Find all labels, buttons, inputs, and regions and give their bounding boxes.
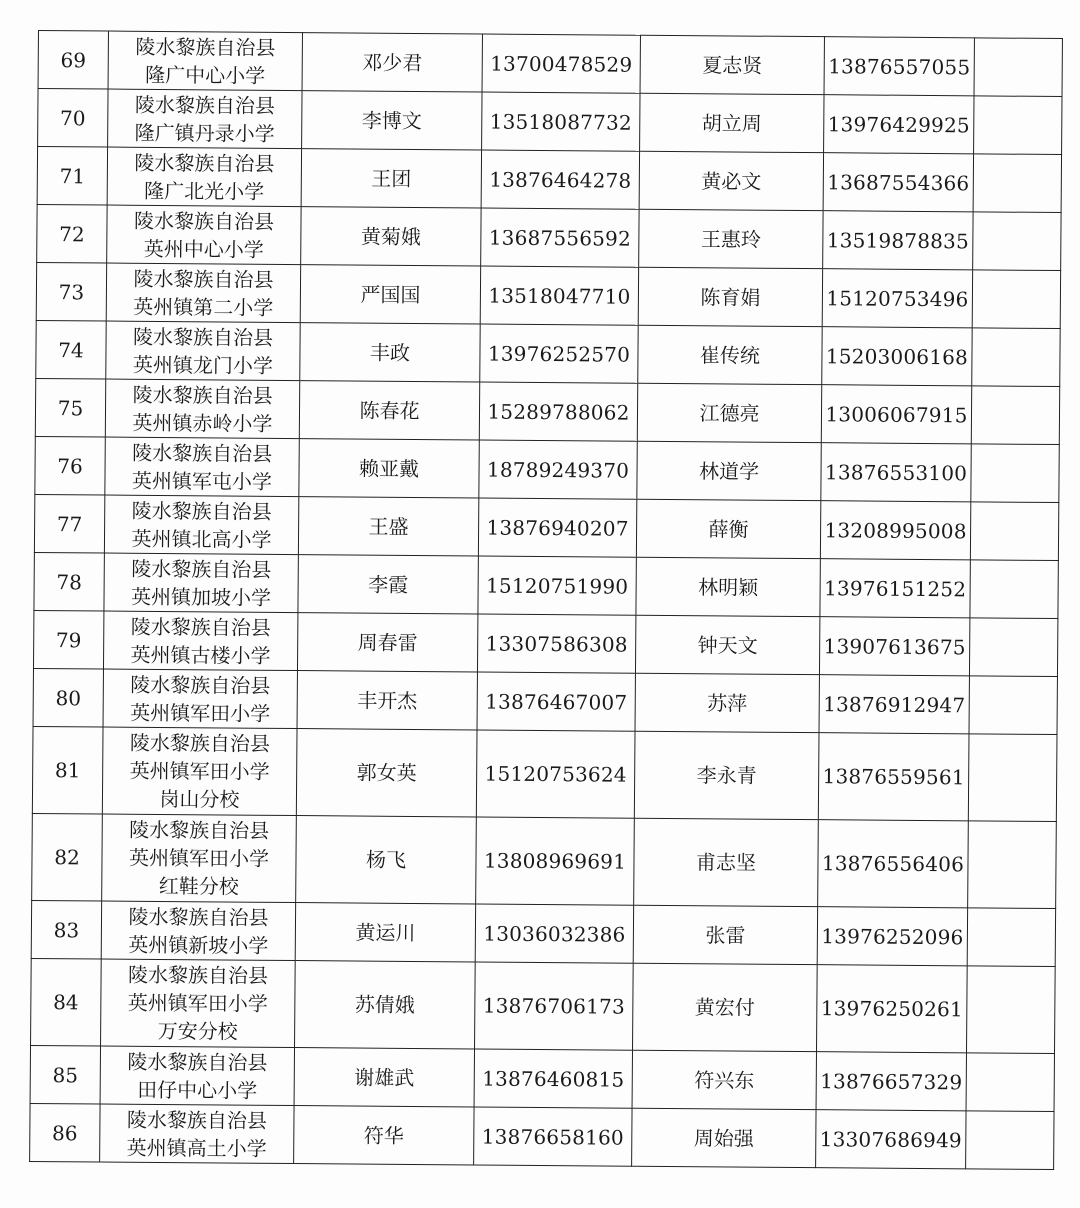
principal-phone-cell: 13876940207	[478, 498, 636, 557]
school-name-line: 英州镇古楼小学	[130, 642, 271, 668]
school-name-line: 陵水黎族自治县	[126, 1107, 268, 1133]
table-row	[33, 610, 1057, 676]
contact-phone-cell: 13976250261	[817, 965, 968, 1053]
school-name-cell	[105, 437, 299, 497]
contact-name-cell: 黄必文	[639, 151, 823, 210]
empty-cell	[971, 444, 1059, 503]
principal-name-cell: 黄菊娥	[301, 207, 481, 266]
school-name-line: 隆广镇丹录小学	[134, 120, 275, 146]
row-number-cell: 82	[32, 813, 103, 901]
row-number-cell: 83	[31, 900, 101, 959]
principal-name-cell: 邓少君	[302, 33, 482, 92]
empty-cell	[972, 270, 1060, 329]
contact-name-cell: 周始强	[632, 1108, 816, 1167]
school-name-line: 陵水黎族自治县	[133, 208, 275, 234]
row-number-cell: 73	[36, 262, 106, 321]
table-row	[34, 494, 1058, 560]
school-name-line: 陵水黎族自治县	[129, 730, 270, 756]
contact-phone-cell: 13876553100	[821, 443, 971, 502]
principal-phone-cell: 13876464278	[481, 150, 639, 209]
school-name-cell	[106, 321, 300, 381]
school-name-cell	[101, 901, 295, 961]
principal-phone-cell: 13876706173	[475, 962, 634, 1050]
contact-name-cell: 崔传统	[638, 325, 822, 384]
contact-name-cell: 江德亮	[637, 383, 821, 442]
empty-cell	[974, 38, 1062, 97]
school-name-line: 英州中心小学	[143, 236, 264, 262]
school-name-line: 英州镇新坡小学	[128, 932, 269, 958]
table-row	[35, 378, 1059, 444]
empty-cell	[973, 212, 1061, 271]
principal-name-cell: 李霞	[298, 555, 478, 614]
principal-name-cell: 丰开杰	[297, 671, 477, 730]
empty-cell	[971, 386, 1059, 445]
school-name-cell	[101, 959, 296, 1048]
school-name-line: 英州镇高土小学	[126, 1135, 267, 1161]
principal-name-cell: 周春雷	[297, 613, 477, 672]
table-row	[37, 147, 1061, 213]
principal-name-cell: 陈春花	[299, 381, 479, 440]
row-number-cell: 69	[38, 31, 108, 90]
principal-name-cell: 王盛	[298, 497, 478, 556]
contact-name-cell: 张雷	[633, 905, 817, 964]
school-name-line: 陵水黎族自治县	[129, 817, 270, 843]
empty-cell	[969, 618, 1057, 677]
principal-phone-cell: 13518047710	[480, 266, 638, 325]
empty-cell	[966, 1111, 1054, 1170]
school-name-line: 陵水黎族自治县	[130, 614, 271, 640]
empty-cell	[968, 821, 1057, 909]
school-name-cell	[104, 495, 298, 555]
school-name-line: 英州镇赤岭小学	[132, 410, 273, 436]
contact-name-cell: 胡立周	[640, 93, 824, 152]
contact-phone-cell: 15120753496	[822, 269, 972, 328]
school-name-cell	[102, 814, 297, 903]
school-name-line: 陵水黎族自治县	[135, 34, 276, 60]
row-number-cell: 72	[37, 204, 107, 263]
principal-phone-cell: 13687556592	[481, 208, 639, 267]
contact-phone-cell: 13876556406	[818, 820, 969, 908]
row-number-cell: 78	[34, 552, 104, 611]
table-row	[33, 668, 1057, 734]
school-name-cell	[107, 205, 301, 265]
school-name-line: 田仔中心小学	[137, 1077, 258, 1103]
contact-name-cell: 苏萍	[635, 673, 819, 732]
table-row	[38, 31, 1062, 97]
school-name-line: 陵水黎族自治县	[128, 904, 269, 930]
school-name-line: 英州镇军田小学	[129, 758, 270, 784]
table-row	[36, 320, 1060, 386]
table-row	[35, 436, 1059, 502]
principal-name-cell: 杨飞	[296, 816, 477, 904]
principal-phone-cell: 13036032386	[475, 904, 633, 963]
school-name-cell	[108, 31, 302, 91]
school-name-cell	[103, 669, 297, 729]
principal-phone-cell: 13307586308	[477, 614, 635, 673]
contact-name-cell: 王惠玲	[639, 209, 823, 268]
contact-phone-cell: 13307686949	[816, 1110, 966, 1169]
contact-name-cell: 夏志贤	[640, 35, 824, 94]
contact-phone-cell: 13876657329	[816, 1052, 966, 1111]
table-row	[30, 1045, 1054, 1111]
principal-name-cell: 李博文	[302, 91, 482, 150]
school-name-cell	[105, 379, 299, 439]
table-row	[34, 552, 1058, 618]
school-name-cell	[104, 553, 298, 613]
principal-phone-cell: 13876658160	[474, 1107, 632, 1166]
school-name-line: 陵水黎族自治县	[133, 324, 274, 350]
school-name-line: 英州镇加坡小学	[130, 584, 272, 610]
contact-phone-cell: 13976252096	[817, 907, 967, 966]
row-number-cell: 81	[32, 726, 103, 814]
empty-cell	[966, 966, 1055, 1054]
school-name-line: 英州镇军田小学	[130, 700, 271, 726]
principal-phone-cell: 13518087732	[482, 92, 640, 151]
school-name-cell	[100, 1104, 294, 1164]
row-number-cell: 75	[35, 378, 105, 437]
school-name-line: 红鞋分校	[158, 873, 239, 899]
principal-name-cell: 赖亚戴	[299, 439, 479, 498]
school-name-line: 陵水黎族自治县	[131, 556, 272, 582]
principal-phone-cell: 15120753624	[476, 730, 635, 818]
empty-cell	[974, 96, 1062, 155]
contact-phone-cell: 13976429925	[824, 95, 974, 154]
school-name-line: 英州镇第二小学	[133, 294, 274, 320]
row-number-cell: 76	[35, 436, 105, 495]
contact-name-cell: 薛衡	[636, 499, 820, 558]
principal-phone-cell: 15289788062	[479, 382, 637, 441]
school-name-line: 陵水黎族自治县	[130, 672, 271, 698]
contact-phone-cell: 15203006168	[822, 327, 972, 386]
table-row	[32, 813, 1057, 908]
school-name-line: 隆广中心小学	[145, 62, 266, 88]
school-name-cell	[107, 147, 301, 207]
school-name-line: 陵水黎族自治县	[131, 498, 272, 524]
row-number-cell: 85	[30, 1045, 100, 1104]
school-name-line: 英州镇军田小学	[128, 845, 270, 871]
school-name-line: 万安分校	[157, 1018, 238, 1044]
school-name-cell	[103, 611, 297, 671]
principal-name-cell: 谢雄武	[294, 1048, 474, 1107]
school-name-line: 英州镇北高小学	[131, 526, 272, 552]
table-row	[38, 89, 1062, 155]
row-number-cell: 70	[38, 89, 108, 148]
empty-cell	[970, 560, 1058, 619]
school-name-line: 英州镇龙门小学	[132, 352, 273, 378]
school-name-line: 陵水黎族自治县	[133, 266, 274, 292]
empty-cell	[968, 734, 1057, 822]
empty-cell	[966, 1053, 1054, 1112]
row-number-cell: 80	[33, 668, 103, 727]
empty-cell	[970, 502, 1058, 561]
table-body	[30, 31, 1063, 1170]
school-name-line: 隆广北光小学	[144, 178, 265, 204]
school-name-line: 陵水黎族自治县	[127, 1049, 268, 1075]
table-row	[37, 204, 1061, 270]
school-name-cell	[106, 263, 300, 323]
principal-phone-cell: 13700478529	[482, 34, 640, 93]
principal-phone-cell: 15120751990	[478, 556, 636, 615]
contact-phone-cell: 13876557055	[824, 37, 974, 96]
contact-phone-cell: 13687554366	[823, 153, 973, 212]
school-name-line: 英州镇军田小学	[127, 990, 268, 1016]
empty-cell	[969, 676, 1057, 735]
school-name-line: 岗山分校	[159, 786, 240, 812]
row-number-cell: 86	[30, 1103, 100, 1162]
principal-phone-cell: 13876460815	[474, 1049, 632, 1108]
school-name-line: 陵水黎族自治县	[127, 962, 269, 988]
contact-phone-cell: 13907613675	[819, 617, 969, 676]
principal-name-cell: 黄运川	[295, 903, 475, 962]
contact-name-cell: 林道学	[637, 441, 821, 500]
contact-phone-cell: 13976151252	[820, 559, 970, 618]
table-row	[30, 1103, 1054, 1169]
empty-cell	[972, 328, 1060, 387]
school-name-cell	[108, 89, 302, 149]
school-name-line: 陵水黎族自治县	[134, 92, 276, 118]
contact-name-cell: 钟天文	[635, 615, 819, 674]
principal-name-cell: 符华	[294, 1106, 474, 1165]
contact-phone-cell: 13006067915	[821, 385, 971, 444]
empty-cell	[967, 908, 1055, 967]
row-number-cell: 84	[31, 958, 102, 1046]
contact-phone-cell: 13208995008	[820, 501, 970, 560]
principal-phone-cell: 13808969691	[476, 817, 635, 905]
school-name-line: 英州镇军屯小学	[131, 468, 273, 494]
school-name-line: 陵水黎族自治县	[134, 150, 275, 176]
contact-name-cell: 符兴东	[632, 1050, 816, 1109]
principal-name-cell: 王团	[301, 149, 481, 208]
principal-name-cell: 郭女英	[296, 729, 477, 817]
school-name-cell	[102, 727, 297, 816]
school-name-line: 陵水黎族自治县	[132, 440, 273, 466]
school-name-cell	[100, 1046, 294, 1106]
contact-name-cell: 李永青	[634, 731, 819, 819]
principal-phone-cell: 13976252570	[480, 324, 638, 383]
contact-name-cell: 黄宏付	[633, 963, 818, 1051]
principal-name-cell: 丰政	[300, 323, 480, 382]
contact-name-cell: 陈育娟	[638, 267, 822, 326]
principal-name-cell: 严国国	[300, 265, 480, 324]
contact-phone-cell: 13519878835	[823, 211, 973, 270]
school-contact-table	[29, 30, 1063, 1170]
table-row	[36, 262, 1060, 328]
row-number-cell: 77	[34, 494, 104, 553]
principal-phone-cell: 13876467007	[477, 672, 635, 731]
empty-cell	[973, 154, 1061, 213]
table-row	[32, 726, 1057, 821]
principal-phone-cell: 18789249370	[479, 440, 637, 499]
row-number-cell: 74	[36, 320, 106, 379]
table-row	[31, 958, 1056, 1053]
contact-phone-cell: 13876912947	[819, 675, 969, 734]
row-number-cell: 71	[37, 147, 107, 206]
principal-name-cell: 苏倩娥	[295, 961, 476, 1049]
table-row	[31, 900, 1055, 966]
contact-name-cell: 甫志坚	[634, 818, 819, 906]
contact-phone-cell: 13876559561	[818, 733, 969, 821]
contact-name-cell: 林明颖	[636, 557, 820, 616]
row-number-cell: 79	[33, 610, 103, 669]
school-name-line: 陵水黎族自治县	[132, 382, 273, 408]
